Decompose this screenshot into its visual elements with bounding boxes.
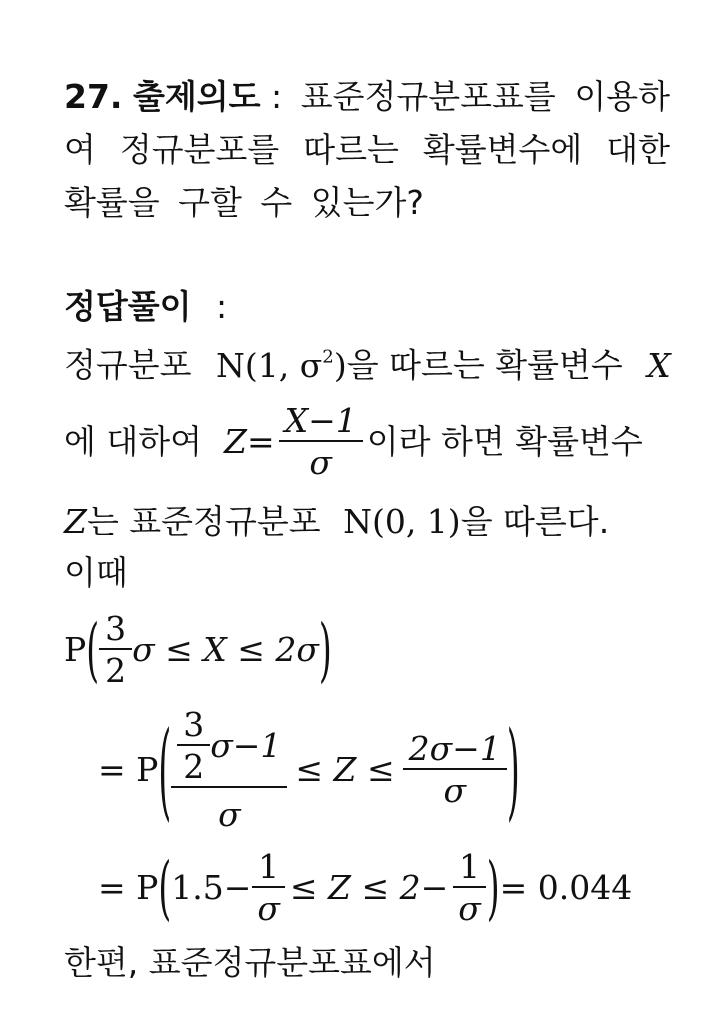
eq3-f1-num: 1 [252,850,285,888]
intent-label: 출제의도 [132,77,261,116]
eq3-fraction-1 [251,847,286,928]
solution-colon: : [216,287,228,326]
eq2-inner-num: 3 [177,708,210,746]
problem-line2-word-5: 대한 [606,130,670,169]
eq3-fraction-2 [452,847,487,928]
problem-line2-word-3: 따르는 [303,130,399,169]
eq2-inner-fraction [177,705,210,786]
eq1-fraction [99,609,132,690]
intent-colon: : [270,77,283,116]
eq2-right-den: σ [443,771,466,810]
eq1-p: P [64,630,87,669]
variable-z-2: Z [64,502,87,541]
problem-line1-word-1: 표준정규분포표를 [300,77,556,116]
eq1-frac-num: 3 [99,612,132,650]
equals-sign: = [246,422,275,461]
fraction-numerator: X−1 [279,404,363,442]
problem-number: 27. [64,77,123,116]
eq3-result: = 0.044 [499,868,633,907]
solution-heading-row [64,287,228,326]
eq3-prefix: = P [98,868,159,907]
variance-exponent: 2 [322,346,334,367]
solution-line2-post: 이라 하면 확률변수 [366,422,643,461]
equation-1 [64,608,332,691]
eq1-inequality: σ ≤ X ≤ 2σ [132,630,319,669]
solution-heading: 정답풀이 [64,287,192,326]
eq2-inner-rest: σ−1 [210,726,282,765]
solution-line-2 [64,401,643,482]
eq1-frac-den: 2 [105,651,127,690]
solution-line1-pre: 정규분포 [64,345,192,385]
problem-line-2 [64,130,670,169]
eq2-open-paren: ( [158,707,172,832]
eq2-left-fraction [171,705,287,834]
eq3-middle: ≤ Z ≤ 2− [289,868,449,907]
variable-z: Z [224,422,247,461]
eq2-inner-den: 2 [183,747,205,786]
solution-line-4: 이때 [64,553,128,592]
random-variable-x: X [647,345,671,385]
solution-line-3 [64,502,610,541]
eq3-f2-num: 1 [453,850,486,888]
problem-line-3: 확률을 구할 수 있는가? [64,183,424,222]
normal-dist-close: ) [333,345,347,385]
equation-2 [98,705,520,834]
fraction-denominator: σ [309,443,332,482]
eq2-right-num: 2σ−1 [403,732,507,770]
eq1-close-paren: ) [318,608,332,691]
eq3-part1: 1.5− [171,868,252,907]
eq2-prefix: = P [98,750,159,789]
standardization-fraction [279,401,363,482]
solution-line3-text: 는 표준정규분포 [86,502,321,541]
eq1-open-paren: ( [86,608,100,691]
solution-line-1 [64,345,671,385]
problem-line2-word-2: 정규분포를 [119,130,280,169]
standard-normal-notation: N(0, 1) [343,502,461,541]
solution-last-line: 한편, 표준정규분포표에서 [64,943,436,982]
problem-line1-word-2: 이용하 [574,77,670,116]
normal-dist-notation: N(1, σ [216,345,323,385]
equation-3 [98,846,633,929]
eq2-middle: ≤ Z ≤ [295,750,395,789]
problem-line2-word-4: 확률변수에 [422,130,583,169]
eq3-f1-den: σ [257,889,280,928]
problem-line2-word-1: 여 [64,130,96,169]
eq2-close-paren: ) [506,707,520,832]
eq2-left-den: σ [218,795,241,834]
solution-line1-post: 을 따르는 확률변수 [346,345,623,385]
eq2-right-fraction [403,729,507,810]
problem-line-1 [64,77,670,116]
eq3-close-paren: ) [486,846,500,929]
eq3-f2-den: σ [458,889,481,928]
solution-line2-pre: 에 대하여 [64,422,203,461]
solution-line3-post: 을 따른다. [460,502,610,541]
eq3-open-paren: ( [158,846,172,929]
